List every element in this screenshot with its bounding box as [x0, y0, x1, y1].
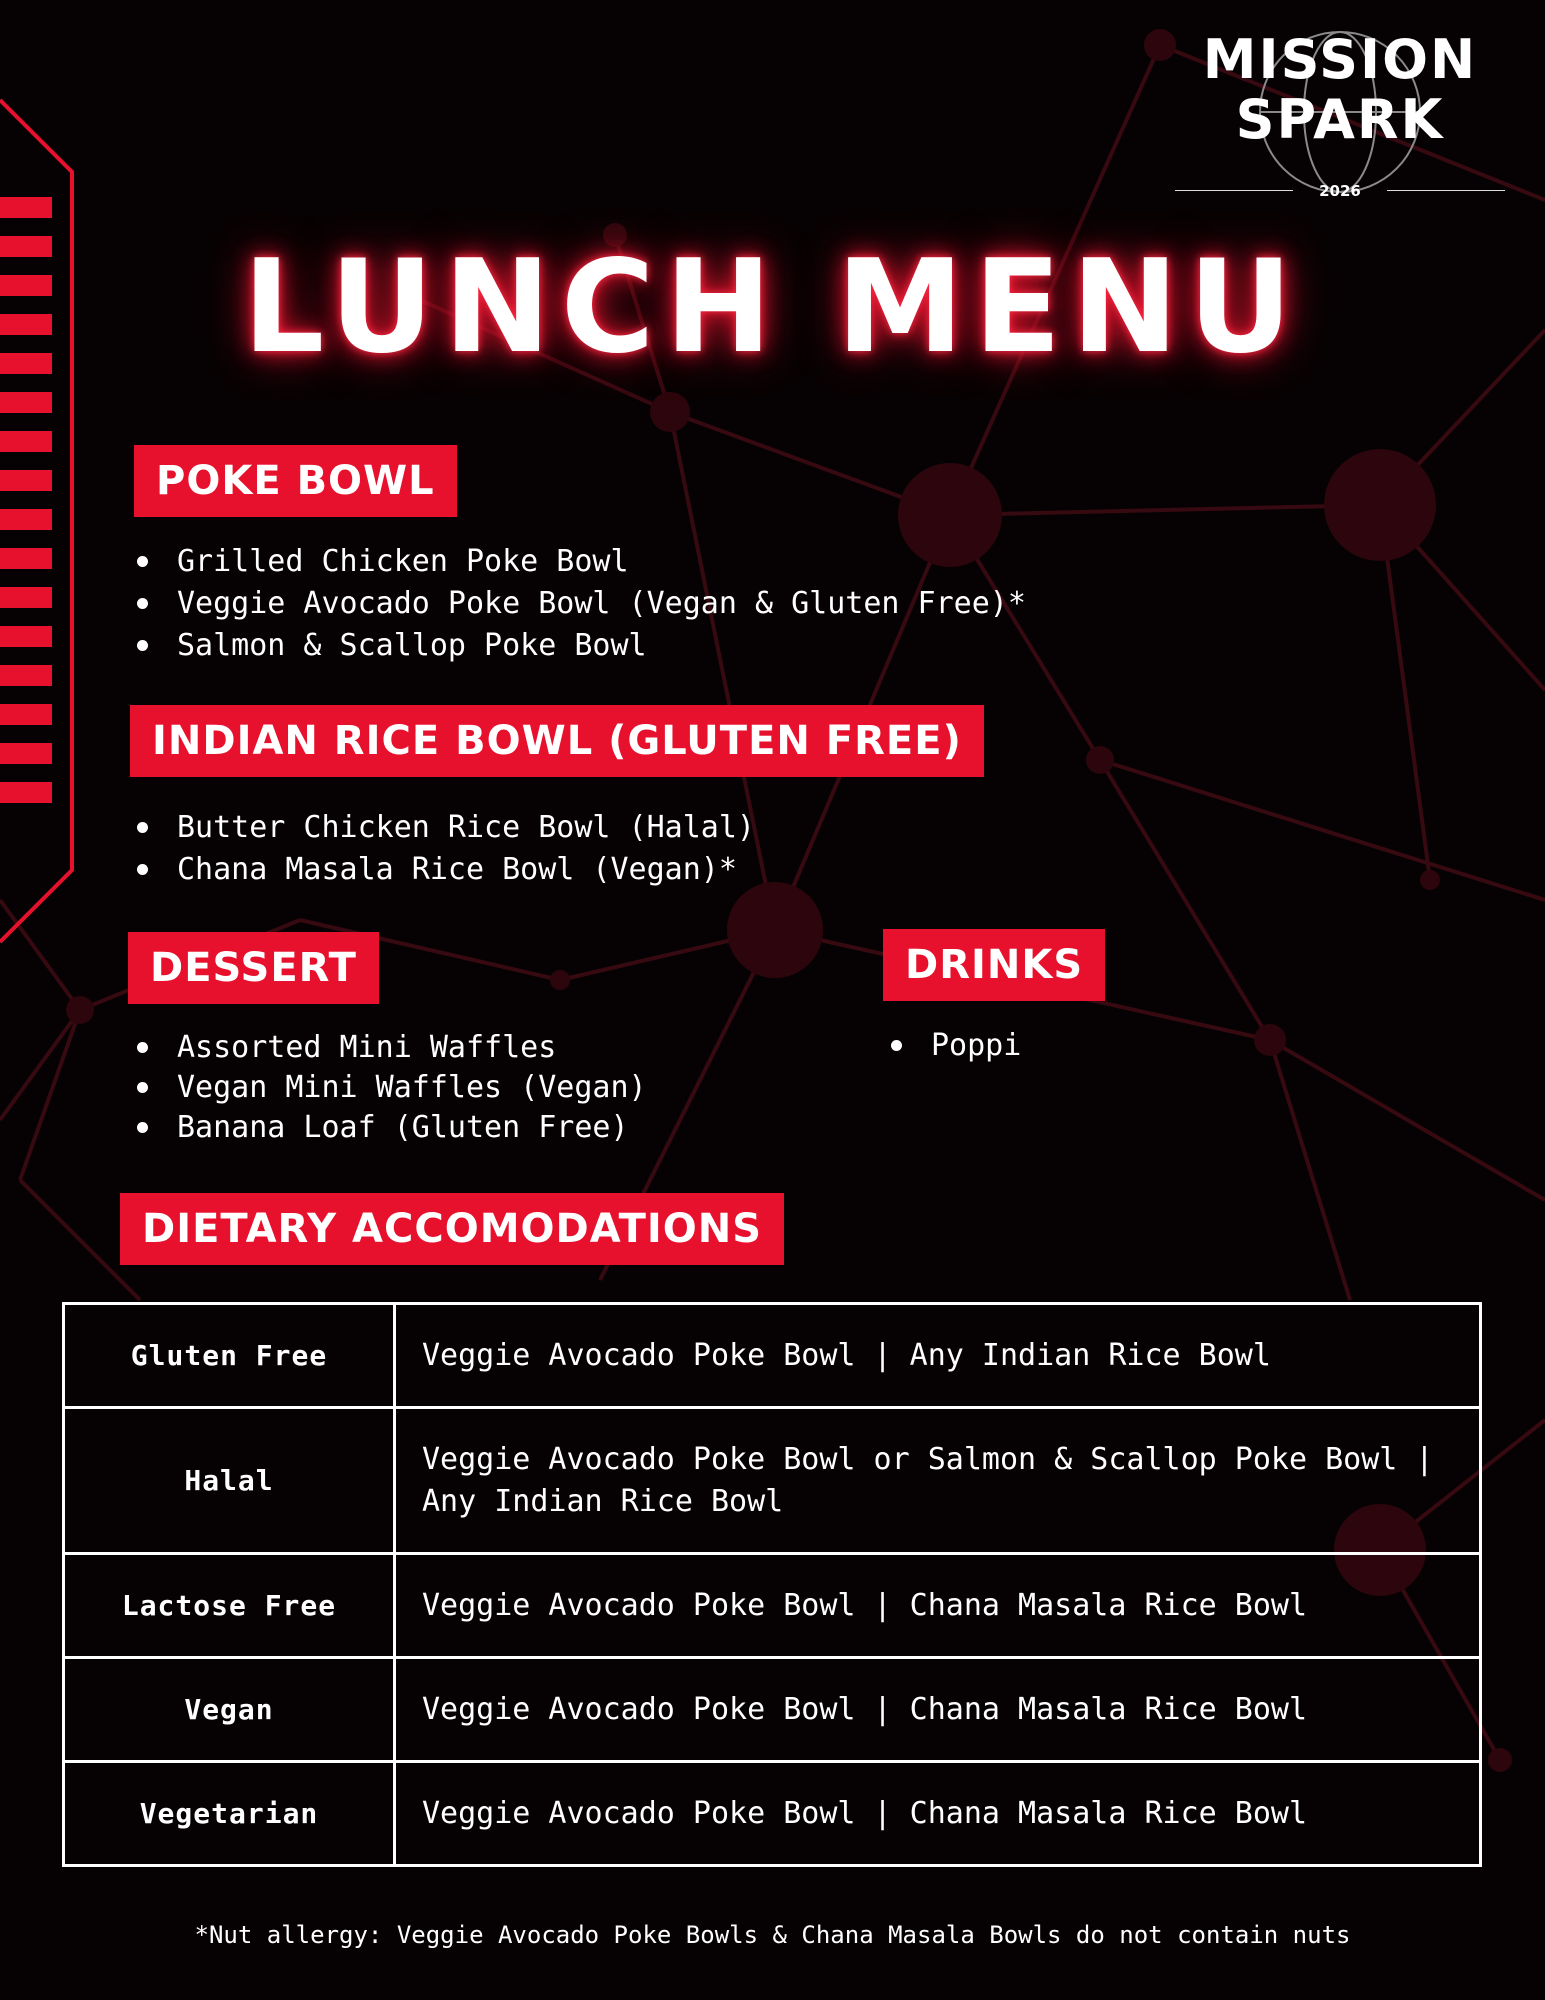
- diet-options: Veggie Avocado Poke Bowl | Chana Masala Rice Bowl: [395, 1658, 1481, 1762]
- logo-rule-left: [1175, 190, 1293, 191]
- logo-rule-right: [1387, 190, 1505, 191]
- table-row: [64, 1304, 1481, 1408]
- list-item: Poppi: [888, 1025, 1021, 1067]
- page-title: LUNCH MENU: [242, 233, 1303, 382]
- table-row: [64, 1408, 1481, 1554]
- dessert-list: [134, 1028, 647, 1148]
- diet-category: Vegan: [64, 1658, 395, 1762]
- diet-options: Veggie Avocado Poke Bowl or Salmon & Scallop Poke Bowl | Any Indian Rice Bowl: [395, 1408, 1481, 1554]
- list-item: Butter Chicken Rice Bowl (Halal): [134, 807, 755, 849]
- diet-category: Vegetarian: [64, 1762, 395, 1866]
- diet-options: Veggie Avocado Poke Bowl | Chana Masala Rice Bowl: [395, 1762, 1481, 1866]
- list-item: Vegan Mini Waffles (Vegan): [134, 1068, 647, 1108]
- brand-year-row: [1175, 178, 1505, 204]
- section-label-dessert: DESSERT: [128, 932, 379, 1004]
- table-row: [64, 1762, 1481, 1866]
- diet-category: Halal: [64, 1408, 395, 1554]
- poke-bowl-list: [134, 541, 1026, 667]
- nut-allergy-footnote: *Nut allergy: Veggie Avocado Poke Bowls & Chana Masala Bowls do not contain nuts: [194, 1921, 1351, 1949]
- diet-options: Veggie Avocado Poke Bowl | Chana Masala Rice Bowl: [395, 1554, 1481, 1658]
- list-item: Assorted Mini Waffles: [134, 1028, 647, 1068]
- drinks-list: [888, 1025, 1021, 1067]
- diet-options: Veggie Avocado Poke Bowl | Any Indian Rice Bowl: [395, 1304, 1481, 1408]
- diet-category: Lactose Free: [64, 1554, 395, 1658]
- table-row: [64, 1658, 1481, 1762]
- section-label-indian-rice-bowl: INDIAN RICE BOWL (GLUTEN FREE): [130, 705, 984, 777]
- section-label-drinks: DRINKS: [883, 929, 1105, 1001]
- list-item: Veggie Avocado Poke Bowl (Vegan & Gluten Free)*: [134, 583, 1026, 625]
- list-item: Banana Loaf (Gluten Free): [134, 1108, 647, 1148]
- diet-category: Gluten Free: [64, 1304, 395, 1408]
- dietary-table: [62, 1302, 1482, 1867]
- list-item: Chana Masala Rice Bowl (Vegan)*: [134, 849, 755, 891]
- list-item: Grilled Chicken Poke Bowl: [134, 541, 1026, 583]
- brand-name-line1: MISSION: [1202, 28, 1478, 91]
- section-label-poke-bowl: POKE BOWL: [134, 445, 457, 517]
- brand-logo: [1175, 30, 1505, 205]
- table-row: [64, 1554, 1481, 1658]
- list-item: Salmon & Scallop Poke Bowl: [134, 625, 1026, 667]
- brand-year: 2026: [1319, 182, 1361, 200]
- indian-rice-bowl-list: [134, 807, 755, 891]
- section-label-dietary-accomodations: DIETARY ACCOMODATIONS: [120, 1193, 784, 1265]
- brand-name-line2: SPARK: [1235, 88, 1445, 151]
